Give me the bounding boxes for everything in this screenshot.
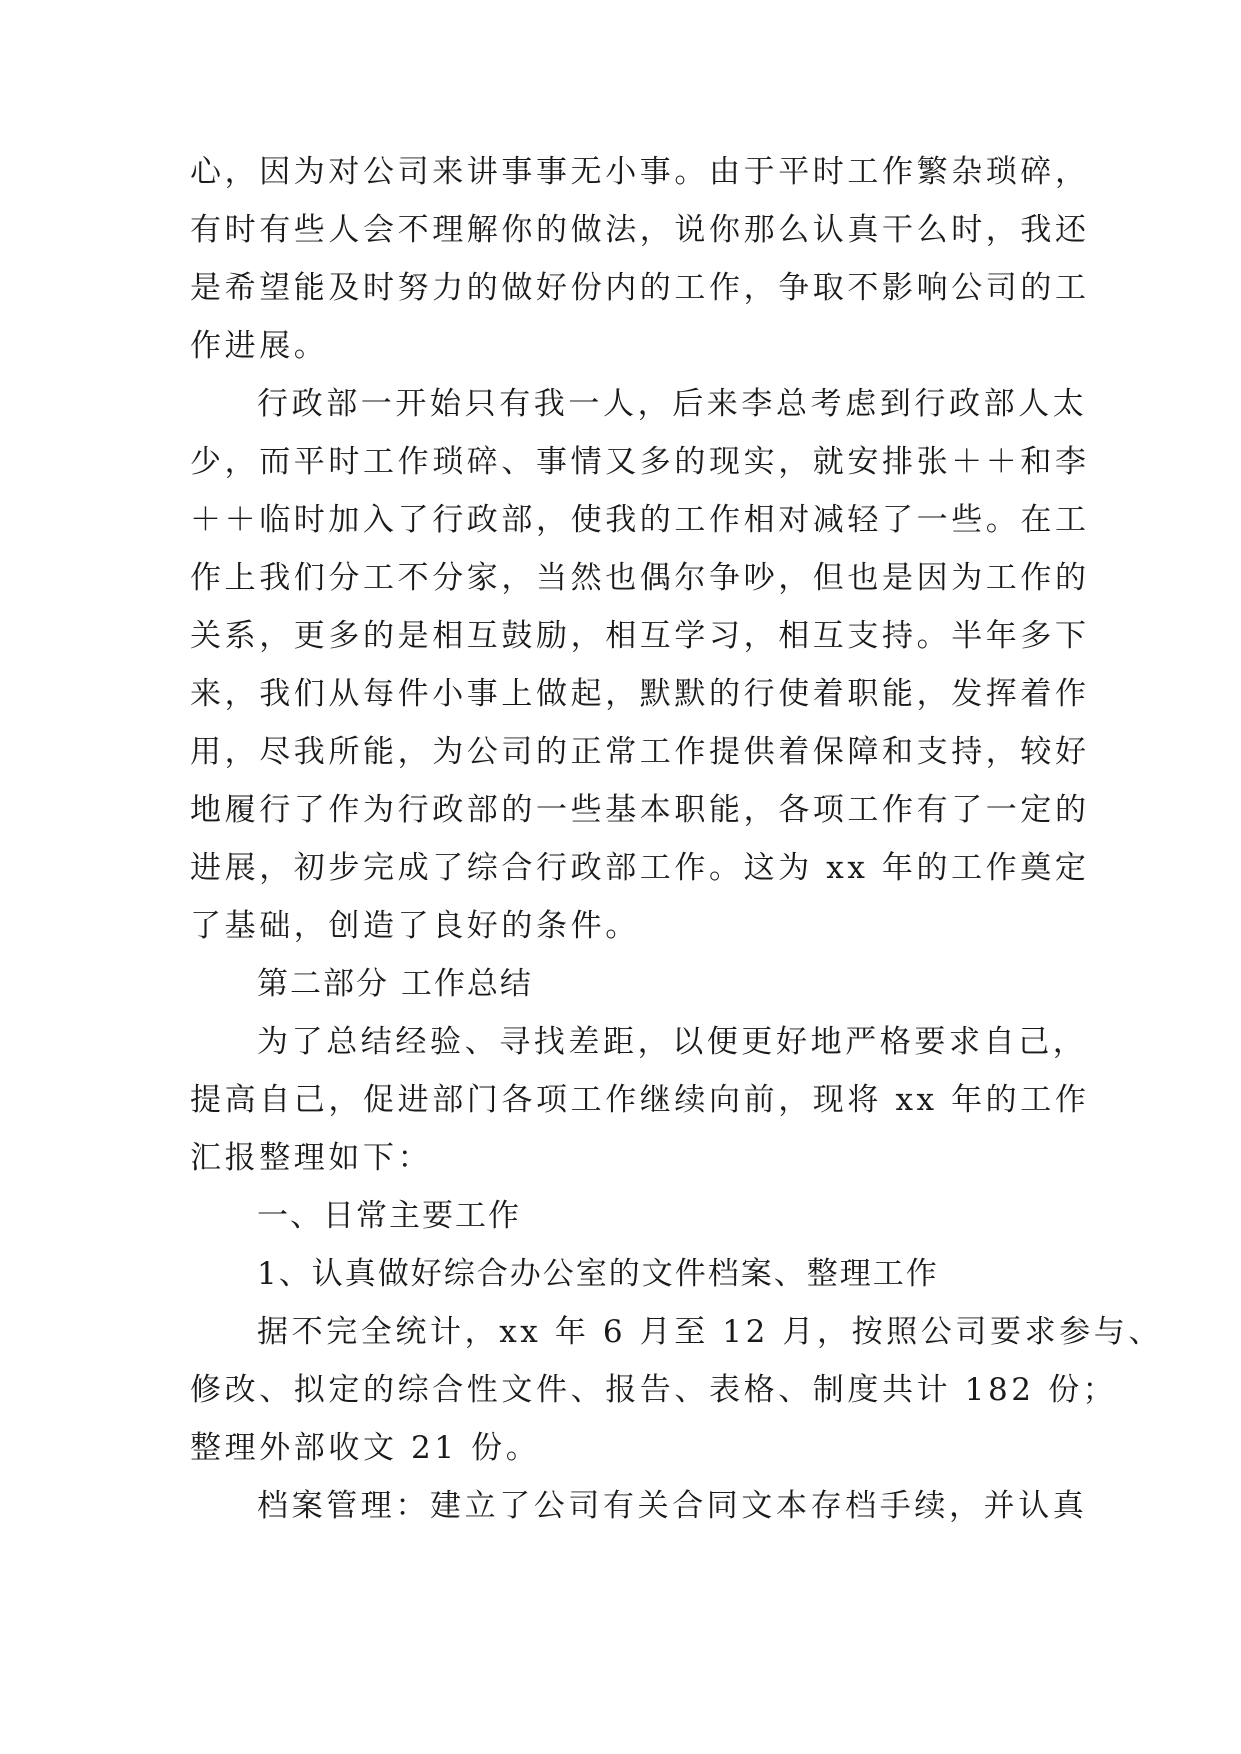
body-text-line: 提高自己，促进部门各项工作继续向前，现将 xx 年的工作 [190,1082,1090,1118]
body-text-line: 心，因为对公司来讲事事无小事。由于平时工作繁杂琐碎， [190,154,1090,190]
body-text-line: 有时有些人会不理解你的做法，说你那么认真干么时，我还 [190,212,1090,248]
body-text-line: 作进展。 [190,328,329,364]
body-text-line: 为了总结经验、寻找差距，以便更好地严格要求自己， [257,1024,1088,1060]
body-text-line: 少，而平时工作琐碎、事情又多的现实，就安排张＋＋和李 [190,444,1090,480]
body-text-line: 整理外部收文 21 份。 [190,1430,541,1466]
body-text-line: 作上我们分工不分家，当然也偶尔争吵，但也是因为工作的 [190,560,1090,596]
body-text-line: 汇报整理如下： [190,1140,433,1176]
body-text-line: 档案管理：建立了公司有关合同文本存档手续，并认真 [257,1488,1088,1524]
body-text-line: 进展，初步完成了综合行政部工作。这为 xx 年的工作奠定 [190,850,1090,886]
body-text-line: ＋＋临时加入了行政部，使我的工作相对减轻了一些。在工 [190,502,1090,538]
body-text-line: 行政部一开始只有我一人，后来李总考虑到行政部人太 [257,386,1088,422]
body-text-line: 了基础，创造了良好的条件。 [190,908,640,944]
body-text-line: 地履行了作为行政部的一些基本职能，各项工作有了一定的 [190,792,1090,828]
body-text-line: 用，尽我所能，为公司的正常工作提供着保障和支持，较好 [190,734,1090,770]
body-text-line: 关系，更多的是相互鼓励，相互学习，相互支持。半年多下 [190,618,1090,654]
item-heading: 1、认真做好综合办公室的文件档案、整理工作 [257,1256,939,1292]
body-text-line: 据不完全统计，xx 年 6 月至 12 月，按照公司要求参与、 [257,1314,1164,1350]
body-text-line: 是希望能及时努力的做好份内的工作，争取不影响公司的工 [190,270,1090,306]
body-text-line: 来，我们从每件小事上做起，默默的行使着职能，发挥着作 [190,676,1090,712]
body-text-line: 修改、拟定的综合性文件、报告、表格、制度共计 182 份； [190,1372,1118,1408]
section-heading: 第二部分 工作总结 [257,966,533,1002]
subsection-heading: 一、日常主要工作 [257,1198,521,1234]
